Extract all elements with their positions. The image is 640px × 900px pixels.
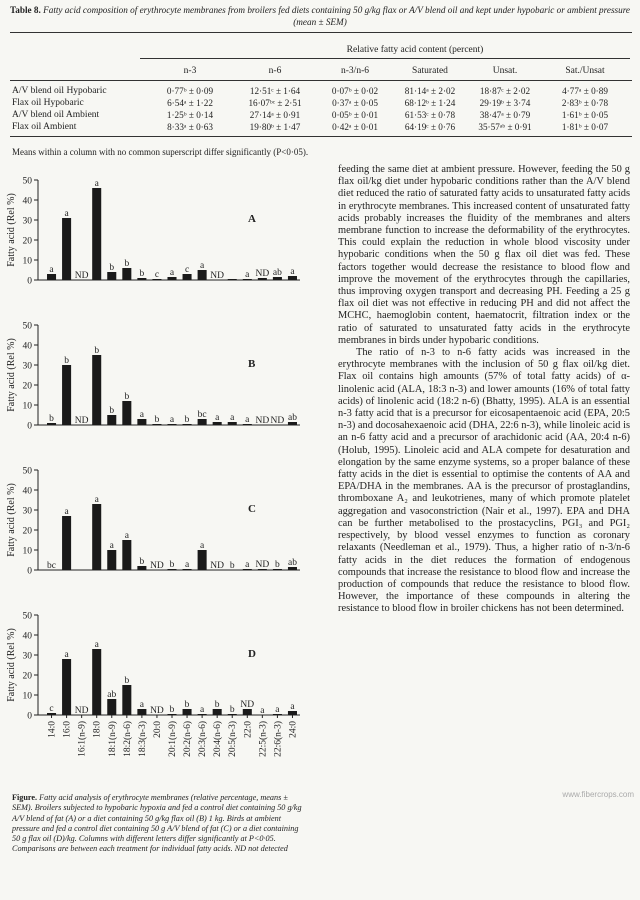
panel-label: A <box>248 213 256 225</box>
table-header-group: Relative fatty acid content (percent) <box>346 45 484 55</box>
y-tick-label: 50 <box>22 176 32 187</box>
bar-data-label: a <box>290 702 295 712</box>
table-header-rule <box>10 80 632 81</box>
bar-data-label: b <box>94 346 100 356</box>
bar <box>107 699 116 715</box>
table-row-label: Flax oil Hypobaric <box>12 98 84 108</box>
y-tick-label: 0 <box>27 421 32 432</box>
table-cell: 64·19ᶜ ± 0·76 <box>404 122 456 132</box>
bar-data-label: a <box>64 209 69 219</box>
bar <box>92 188 101 280</box>
bar-data-label: b <box>124 676 130 686</box>
x-tick-label: 20:4(n-6) <box>213 721 224 757</box>
y-tick-label: 20 <box>22 381 32 392</box>
panel-label: D <box>248 648 256 660</box>
table-bottom-rule <box>10 136 632 137</box>
bar-data-label: c <box>49 704 54 714</box>
bar-data-label: ND <box>74 271 89 281</box>
figure-caption-text: Fatty acid analysis of erythrocyte membranes (relative percentage, means ± SEM). Broilers subjected to hypobaric hypoxia and fed a control diet containing 50 g/kg A/V blend of fat (A) or a diet containing 50 g/kg flax oil (B) 1 kg. Birds at ambient pressure and fed a control diet containing 50 g A/V blend of fat (C) or a diet containing 50 g flax oil (D)/kg. Columns with different letters differ significantly at P<0·05. Comparisons are between each treatment for individual fatty acids. ND not detected <box>12 793 302 854</box>
y-tick-label: 20 <box>22 671 32 682</box>
bar-data-label: ND <box>150 561 164 571</box>
x-tick-label: 20:5(n-3) <box>228 721 239 757</box>
table-row-label: Flax oil Ambient <box>12 122 77 132</box>
body-paragraph-1: feeding the same diet at ambient pressure. However, feeding the 50 g flax oil/kg diet under hypobaric conditions rather than the A/V blend diet reduced the ratio of saturated fatty acids to unsaturated fatty acids in erythrocyte membranes. This increased content of unsaturated fatty acids probably increases the fluidity of the membranes and alters membrane function to increase the deformability of the erythrocytes. This could explain the reduction in whole blood viscosity under hypobaric conditions when the 50 g flax oil diet was fed. These factors together would decrease the resistance to blood flow and improve the movement of the erythrocytes through the capillaries, thus improving oxygen transport and decreasing PH. Feeding a 25 g flax oil diet was not effective in reducing PH and did not affect the MCHC, haemoglobin content, haematocrit, filtration index or the ratio of saturated to unsaturated fatty acids in the erythrocyte membranes in birds under hypobaric conditions. <box>338 164 630 346</box>
bar <box>198 550 207 570</box>
table-column-header: Unsat. <box>492 66 518 76</box>
bar <box>122 401 131 425</box>
table-column-header: n-6 <box>268 66 282 76</box>
fatty-acid-bar-charts <box>0 176 320 786</box>
bar-data-label: ND <box>255 269 270 279</box>
x-tick-label: 18:2(n-6) <box>122 721 133 757</box>
table-cell: 12·51ᶜ ± 1·64 <box>249 86 301 96</box>
bar-data-label: a <box>245 415 250 425</box>
bar <box>122 540 131 570</box>
bar-data-label: a <box>275 705 280 715</box>
bar-data-label: a <box>139 410 144 420</box>
bar-data-label: b <box>49 414 54 424</box>
table-cell: 0·37ᵃ ± 0·05 <box>332 98 378 108</box>
table-column-header: n-3 <box>183 66 197 76</box>
bar-data-label: b <box>64 356 69 366</box>
bar-data-label: bc <box>197 410 207 420</box>
bar-data-label: a <box>200 705 205 715</box>
table-cell: 1·81ᵇ ± 0·07 <box>561 122 609 132</box>
bar-data-label: a <box>109 541 114 551</box>
table-cell: 8·33ᵃ ± 0·63 <box>167 122 213 132</box>
bar-data-label: bc <box>47 561 57 571</box>
table-caption-label: Table 8. <box>10 5 41 15</box>
table-cell: 6·54ᵃ ± 1·22 <box>167 98 213 108</box>
x-tick-label: 24:0 <box>288 721 299 738</box>
y-tick-label: 40 <box>22 196 32 207</box>
table-cell: 16·07ᵇᶜ ± 2·51 <box>248 98 302 108</box>
table-top-rule <box>10 32 632 33</box>
y-tick-label: 30 <box>22 651 32 662</box>
panel-label: B <box>248 358 256 370</box>
table-cell: 1·25ᵇ ± 0·14 <box>166 110 214 120</box>
table-cell: 0·42ᵃ ± 0·01 <box>332 122 378 132</box>
y-tick-label: 0 <box>27 276 32 287</box>
bar-data-label: c <box>184 265 190 275</box>
bar <box>92 355 101 425</box>
bar-data-label: b <box>229 561 235 571</box>
bar-data-label: b <box>139 269 145 279</box>
bar-data-label: b <box>109 406 115 416</box>
bar-data-label: b <box>139 557 145 567</box>
bar-data-label: a <box>169 268 175 278</box>
bar <box>107 415 116 425</box>
bar-data-label: a <box>139 700 144 710</box>
table-row-label: A/V blend oil Ambient <box>12 110 100 120</box>
y-tick-label: 0 <box>27 711 32 722</box>
bar-data-label: ND <box>255 416 270 426</box>
y-tick-label: 10 <box>22 691 32 702</box>
table-cell: 35·57ᵃᵇ ± 0·91 <box>478 122 532 132</box>
bar <box>62 365 71 425</box>
y-tick-label: 0 <box>27 566 32 577</box>
bar-data-label: ND <box>240 700 255 710</box>
bar-data-label: a <box>64 650 69 660</box>
bar-data-label: a <box>49 265 54 275</box>
bar <box>62 516 71 570</box>
x-tick-label: 16:0 <box>62 721 73 738</box>
bar-data-label: ND <box>74 416 89 426</box>
table-cell: 0·77ᵇ ± 0·09 <box>166 86 214 96</box>
x-tick-label: 18:3(n-3) <box>137 721 148 757</box>
y-tick-label: 40 <box>22 341 32 352</box>
y-tick-label: 10 <box>22 256 32 267</box>
y-tick-label: 20 <box>22 526 32 537</box>
table-cell: 61·53ᶜ ± 0·78 <box>404 110 456 120</box>
table-group-rule <box>140 58 630 59</box>
bar-data-label: a <box>94 179 99 189</box>
table-cell: 27·14ᵃ ± 0·91 <box>249 110 301 120</box>
bar <box>198 270 207 280</box>
x-tick-label: 20:1(n-9) <box>168 721 178 757</box>
y-axis-label: Fatty acid (Rel %) <box>6 338 17 412</box>
x-tick-label: 20:0 <box>152 721 163 738</box>
bar-data-label: b <box>229 705 235 715</box>
bar-data-label: a <box>124 531 129 541</box>
bar-data-label: a <box>290 267 295 277</box>
x-tick-label: 22:5(n-3) <box>258 721 269 757</box>
y-tick-label: 50 <box>22 611 32 622</box>
x-tick-label: 18:1(n-9) <box>107 721 118 757</box>
y-tick-label: 50 <box>22 321 32 332</box>
bar-data-label: a <box>260 706 265 716</box>
table-cell: 0·05ᵇ ± 0·01 <box>331 110 379 120</box>
bar <box>92 504 101 570</box>
watermark: www.fibercrops.com <box>562 790 634 799</box>
x-tick-label: 16:1(n-9) <box>77 721 88 757</box>
bar <box>92 649 101 715</box>
y-axis-label: Fatty acid (Rel %) <box>6 193 17 267</box>
y-tick-label: 30 <box>22 361 32 372</box>
table-cell: 38·47ᵃ ± 0·79 <box>479 110 531 120</box>
x-tick-label: 22:6(n-3) <box>273 721 284 757</box>
panel-label: C <box>248 503 256 515</box>
bar-data-label: ND <box>255 560 270 570</box>
table-row-label: A/V blend oil Hypobaric <box>12 86 107 96</box>
bar-data-label: b <box>169 705 175 715</box>
bar-data-label: ab <box>287 558 297 568</box>
y-tick-label: 30 <box>22 506 32 517</box>
bar-data-label: b <box>169 560 175 570</box>
y-tick-label: 10 <box>22 546 32 557</box>
bar-data-label: b <box>275 560 280 570</box>
x-tick-label: 20:3(n-6) <box>198 721 209 757</box>
table-cell: 0·07ᵇ ± 0·02 <box>331 86 379 96</box>
bar-data-label: b <box>154 415 160 425</box>
bar-data-label: ab <box>287 413 297 423</box>
y-tick-label: 50 <box>22 466 32 477</box>
body-paragraph-2: The ratio of n-3 to n-6 fatty acids was increased in the erythrocyte membranes with the inclusion of 50 g flax oil/kg diet. Flax oil contains high amounts (57% of total fatty acids) of α-linolenic acid (ALA, 18:3 n-3) and lower amounts (16% of total fatty acids) of linolenic acid (18:2 n-6) (Bhatty, 1995). ALA is an essential n-3 fatty acid that is a precursor for eicosapentaenoic acid (EPA, 20:5 n-3) and docosahexaenoic acid (DHA, 22:6 n-3), while linoleic acid is an n-6 fatty acid and a precursor of arachidonic acid (AA, 20:4 n-6) (Holub, 1995). Linoleic acid and ALA compete for desaturation and elongation by the same enzyme systems, so a proper balance of these fatty acids in the diet is essential to optimise the contents of AA and EPA/DHA in the membranes. AA is the precursor of prostaglandins, thromboxane A₂ and leukotrienes, many of which promote platelet aggregation and vasoconstriction (Nair et al., 1997). EPA and DHA can be further metabolised to the prostacyclins, PGI₃ and PGI₂ respectively, by blood vessel enzymes to function as coronary relaxants (Needleman et al., 1979). Thus, a higher ratio of n-3/n-6 fatty acids in the diet reduces the formation of endogenous compounds that increase the resistance to blood flow and increase the production of compounds that reduce the resistance to blood flow. However, the importance of these compounds in altering the resistance to blood flow in broiler chickens has not been determined. <box>338 347 630 615</box>
bar-data-label: ND <box>150 706 164 716</box>
bar-data-label: ND <box>210 561 225 571</box>
bar-data-label: ND <box>74 706 89 716</box>
x-tick-label: 20:2(n-6) <box>183 721 194 757</box>
bar <box>122 268 131 280</box>
bar <box>228 279 237 280</box>
table-column-header: Sat./Unsat <box>565 66 605 76</box>
table-cell: 29·19ᵇ ± 3·74 <box>479 98 531 108</box>
table-cell: 19·80ᵇ ± 1·47 <box>249 122 301 132</box>
bar-data-label: ND <box>210 271 225 281</box>
bar-data-label: c <box>154 270 160 280</box>
body-text <box>338 164 630 616</box>
figure-caption <box>12 793 304 855</box>
figure-charts <box>0 176 320 786</box>
bar-data-label: a <box>215 413 220 423</box>
bar <box>62 218 71 280</box>
bar-data-label: a <box>245 270 250 280</box>
bar <box>107 272 116 280</box>
table-cell: 81·14ᵃ ± 2·02 <box>404 86 456 96</box>
bar-data-label: b <box>109 263 115 273</box>
table-cell: 2·83ᵇ ± 0·78 <box>561 98 609 108</box>
bar-data-label: b <box>124 259 130 269</box>
table-caption <box>10 5 630 28</box>
bar-data-label: b <box>214 700 220 710</box>
bar-data-label: a <box>64 507 69 517</box>
bar-data-label: a <box>230 413 235 423</box>
bar-data-label: ab <box>272 268 282 278</box>
bar-data-label: a <box>245 560 250 570</box>
y-tick-label: 40 <box>22 486 32 497</box>
bar-data-label: b <box>184 700 190 710</box>
y-tick-label: 30 <box>22 216 32 227</box>
table-cell: 18·87ᶜ ± 2·02 <box>479 86 531 96</box>
table-caption-text: Fatty acid composition of erythrocyte membranes from broilers fed diets containing 50 g/kg flax or A/V blend oil and kept under hypobaric or ambient pressure (mean ± SEM) <box>43 5 631 27</box>
bar-data-label: a <box>200 261 205 271</box>
table-column-header: n-3/n-6 <box>341 66 369 76</box>
bar-data-label: b <box>184 415 190 425</box>
y-axis-label: Fatty acid (Rel %) <box>6 628 17 702</box>
table-note: Means within a column with no common superscript differ significantly (P<0·05). <box>12 147 309 157</box>
table-column-header: Saturated <box>412 66 448 76</box>
x-tick-label: 22:0 <box>243 721 254 738</box>
table-cell: 1·61ᵇ ± 0·05 <box>561 110 609 120</box>
x-tick-label: 14:0 <box>47 721 58 738</box>
bar-data-label: a <box>200 541 205 551</box>
x-tick-label: 18:0 <box>92 721 103 738</box>
bar-data-label: a <box>169 415 175 425</box>
y-tick-label: 40 <box>22 631 32 642</box>
bar <box>107 550 116 570</box>
bar-data-label: ab <box>107 690 117 700</box>
bar <box>122 685 131 715</box>
figure-caption-label: Figure. <box>12 793 38 802</box>
bar-data-label: a <box>184 560 190 570</box>
bar-data-label: b <box>124 392 130 402</box>
bar-data-label: a <box>94 495 99 505</box>
table-cell: 4·77ᵃ ± 0·89 <box>562 86 608 96</box>
y-axis-label: Fatty acid (Rel %) <box>6 483 17 557</box>
table-cell: 68·12ᵇ ± 1·24 <box>404 98 456 108</box>
y-tick-label: 10 <box>22 401 32 412</box>
bar <box>62 659 71 715</box>
y-tick-label: 20 <box>22 236 32 247</box>
bar-data-label: ND <box>270 416 285 426</box>
bar-data-label: a <box>94 640 99 650</box>
